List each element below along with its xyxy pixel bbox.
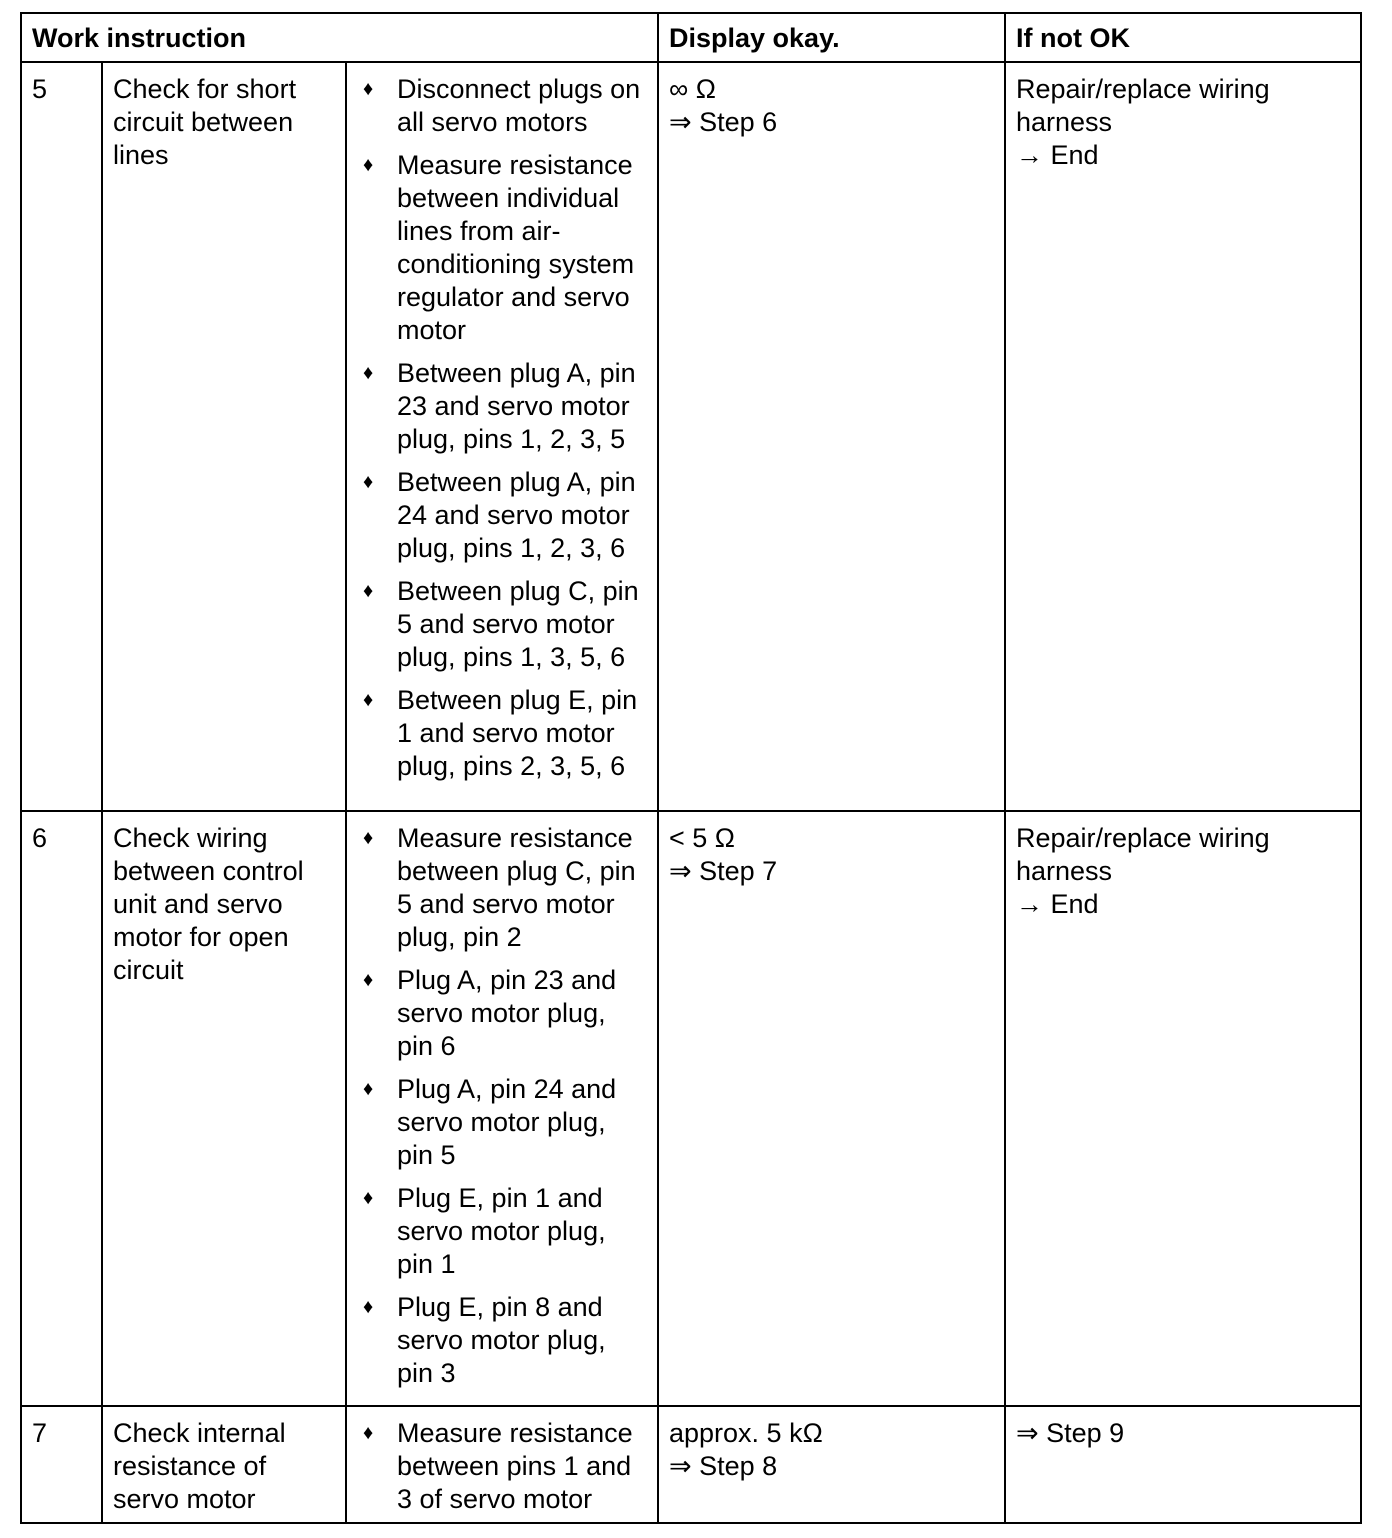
table-row	[21, 1406, 1361, 1523]
action-item	[357, 73, 647, 139]
task-description: Check for short circuit between lines	[102, 62, 346, 811]
table-body	[21, 62, 1361, 1523]
if-not-ok-cell	[1005, 811, 1361, 1406]
task-description: Check wiring between control unit and servo motor for open circuit	[102, 811, 346, 1406]
remedy-next: → End	[1016, 140, 1099, 170]
next-step: ⇒ Step 7	[669, 856, 778, 887]
action-item	[357, 575, 647, 674]
table-row	[21, 811, 1361, 1406]
action-text: Plug E, pin 8 and servo motor plug, pin 3	[397, 1292, 606, 1389]
diamond-bullet-icon: ♦	[363, 827, 374, 850]
action-text: Between plug C, pin 5 and servo motor plug, pins 1, 3, 5, 6	[397, 576, 639, 672]
action-item	[357, 1182, 647, 1281]
diamond-bullet-icon: ♦	[363, 471, 374, 493]
diamond-bullet-icon: ♦	[363, 969, 374, 992]
display-okay-cell	[658, 1406, 1005, 1523]
action-text: Between plug E, pin 1 and servo motor plug, pins 2, 3, 5, 6	[397, 685, 638, 781]
action-item	[357, 822, 647, 954]
expected-value: ∞ Ω	[669, 74, 716, 104]
expected-value: < 5 Ω	[669, 823, 735, 854]
action-item	[357, 1291, 647, 1390]
if-not-ok-cell	[1005, 62, 1361, 811]
action-list-cell	[346, 811, 658, 1406]
action-list-cell	[346, 1406, 658, 1523]
header-display-okay: Display okay.	[658, 13, 1005, 62]
action-list	[357, 1417, 647, 1516]
if-not-ok-cell	[1005, 1406, 1361, 1523]
action-item	[357, 1417, 647, 1516]
diamond-bullet-icon: ♦	[363, 1187, 374, 1210]
diamond-bullet-icon: ♦	[363, 1296, 374, 1319]
diamond-bullet-icon: ♦	[363, 78, 374, 100]
step-number: 6	[21, 811, 102, 1406]
work-instruction-table	[20, 12, 1362, 1524]
expected-value: approx. 5 kΩ	[669, 1417, 823, 1448]
action-text: Measure resistance between individual lines from air-conditioning system regulator and servo motor	[397, 150, 635, 345]
step-number: 5	[21, 62, 102, 811]
action-text: Between plug A, pin 23 and servo motor plug, pins 1, 2, 3, 5	[397, 358, 636, 454]
action-text: Plug A, pin 24 and servo motor plug, pin 5	[397, 1074, 617, 1171]
action-text: Measure resistance between pins 1 and 3 of servo motor	[397, 1417, 633, 1514]
display-okay-cell	[658, 811, 1005, 1406]
header-row	[21, 13, 1361, 62]
next-step: ⇒ Step 6	[669, 107, 778, 137]
remedy-text: ⇒ Step 9	[1016, 1417, 1125, 1448]
action-item	[357, 466, 647, 565]
action-item	[357, 684, 647, 783]
action-item	[357, 1073, 647, 1172]
remedy-text: Repair/replace wiring harness	[1016, 823, 1270, 887]
header-work-instruction: Work instruction	[21, 13, 658, 62]
header-if-not-ok: If not OK	[1005, 13, 1361, 62]
diamond-bullet-icon: ♦	[363, 362, 374, 384]
diamond-bullet-icon: ♦	[363, 1078, 374, 1101]
table-row	[21, 62, 1361, 811]
diamond-bullet-icon: ♦	[363, 1421, 374, 1444]
task-description: Check internal resistance of servo motor	[102, 1406, 346, 1523]
remedy-next: → End	[1016, 889, 1099, 920]
action-item	[357, 964, 647, 1063]
remedy-text: Repair/replace wiring harness	[1016, 74, 1270, 137]
action-list	[357, 73, 647, 783]
action-text: Disconnect plugs on all servo motors	[397, 74, 641, 137]
action-item	[357, 149, 647, 347]
action-text: Plug E, pin 1 and servo motor plug, pin 1	[397, 1183, 606, 1280]
step-number: 7	[21, 1406, 102, 1523]
diamond-bullet-icon: ♦	[363, 154, 374, 176]
action-item	[357, 357, 647, 456]
action-text: Plug A, pin 23 and servo motor plug, pin 6	[397, 965, 617, 1062]
display-okay-cell	[658, 62, 1005, 811]
action-list	[357, 822, 647, 1390]
next-step: ⇒ Step 8	[669, 1450, 778, 1481]
action-list-cell	[346, 62, 658, 811]
action-text: Between plug A, pin 24 and servo motor plug, pins 1, 2, 3, 6	[397, 467, 636, 563]
action-text: Measure resistance between plug C, pin 5 and servo motor plug, pin 2	[397, 823, 636, 953]
diamond-bullet-icon: ♦	[363, 689, 374, 711]
diamond-bullet-icon: ♦	[363, 580, 374, 602]
